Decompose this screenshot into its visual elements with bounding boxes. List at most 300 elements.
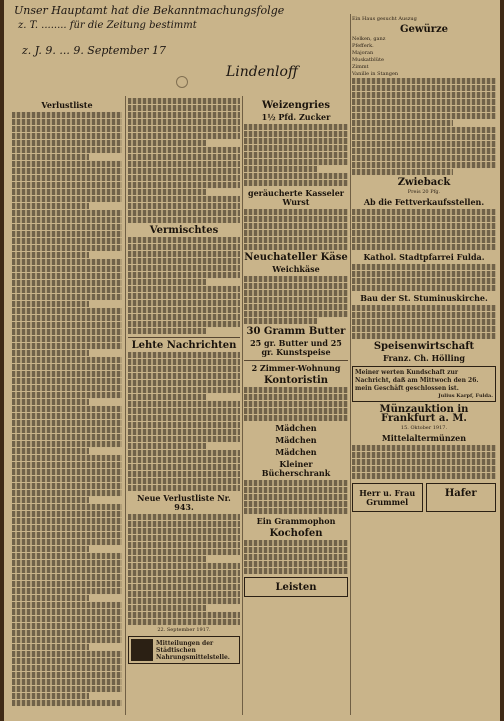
text-line — [12, 700, 122, 706]
column-rule — [350, 14, 351, 715]
text-line — [352, 271, 496, 277]
gewuerze-item-label: Vanille in Stangen — [352, 71, 399, 77]
text-line — [12, 189, 122, 195]
text-line — [244, 138, 348, 144]
text-line — [128, 521, 240, 527]
text-line — [244, 283, 348, 289]
text-line — [12, 392, 122, 398]
text-line — [244, 166, 317, 172]
text-line — [128, 401, 240, 407]
text-line — [128, 352, 240, 358]
text-block — [244, 124, 348, 186]
text-line — [12, 553, 122, 559]
verlustliste-title: Neue Verlustliste Nr. 943. — [137, 493, 231, 512]
text-line — [128, 598, 240, 604]
text-line — [352, 92, 496, 98]
text-line — [12, 266, 122, 272]
text-line — [12, 581, 122, 587]
text-block — [244, 480, 348, 514]
text-line — [128, 321, 240, 327]
gewuerze-item-label: Majoran — [352, 50, 374, 56]
text-line — [12, 490, 122, 496]
text-line — [244, 501, 348, 507]
muenzauktion-date: 15. Oktober 1917. — [400, 425, 448, 431]
text-line — [128, 147, 240, 153]
text-line — [128, 140, 206, 146]
text-line — [12, 672, 122, 678]
text-line — [352, 264, 496, 270]
text-line — [244, 131, 348, 137]
text-line — [244, 487, 348, 493]
text-line — [352, 285, 496, 291]
text-line — [128, 422, 240, 428]
text-line — [12, 462, 122, 468]
handwriting-line-1: Unser Hauptamt hat die Bekanntmachungsfolge — [14, 4, 285, 17]
gewuerze-item — [352, 71, 496, 78]
text-line — [12, 154, 89, 160]
text-line — [12, 210, 122, 216]
text-line — [244, 209, 348, 215]
text-line — [12, 133, 122, 139]
text-line — [12, 476, 122, 482]
text-line — [128, 464, 240, 470]
text-line — [12, 357, 122, 363]
text-block — [352, 78, 496, 175]
text-line — [128, 359, 240, 365]
ad-kontoristin: Kontoristin — [263, 375, 329, 386]
text-line — [352, 216, 496, 222]
text-line — [128, 182, 240, 188]
text-line — [128, 133, 240, 139]
text-block — [352, 445, 496, 479]
text-line — [128, 577, 240, 583]
ad-kochofen: Kochofen — [269, 528, 323, 539]
text-line — [244, 180, 348, 186]
text-line — [128, 112, 240, 118]
text-line — [12, 560, 122, 566]
text-line — [12, 231, 122, 237]
text-block — [128, 514, 240, 625]
text-line — [352, 85, 496, 91]
text-line — [128, 485, 240, 491]
ad-butter: 30 Gramm Butter — [246, 326, 346, 337]
text-line — [244, 230, 348, 236]
gewuerze-item — [352, 57, 496, 64]
text-line — [12, 224, 122, 230]
kirche-title-1: Kathol. Stadtpfarrei Fulda. — [363, 252, 485, 262]
text-line — [128, 168, 240, 174]
text-line — [244, 480, 348, 486]
text-line — [12, 567, 122, 573]
muenzauktion-sub: Mittelaltermünzen — [381, 433, 467, 443]
text-line — [352, 237, 496, 243]
text-line — [128, 563, 240, 569]
text-line — [352, 452, 496, 458]
text-line — [128, 237, 240, 243]
fettverkauf-title: Ab die Fettverkaufsstellen. — [363, 197, 485, 207]
text-line — [12, 140, 122, 146]
gewuerze-item — [352, 36, 496, 43]
handwriting-line-3: z. J. 9. ... 9. September 17 — [22, 44, 167, 57]
text-line — [244, 237, 348, 243]
text-line — [12, 350, 89, 356]
text-line — [244, 394, 348, 400]
text-line — [128, 429, 240, 435]
gewuerze-title: Gewürze — [399, 24, 449, 35]
text-line — [244, 244, 348, 250]
text-line — [12, 483, 122, 489]
text-line — [352, 319, 496, 325]
text-line — [128, 471, 240, 477]
text-line — [12, 420, 122, 426]
text-line — [128, 366, 240, 372]
ad-kundschaft-box — [352, 366, 496, 402]
text-line — [12, 371, 122, 377]
section-heading: Verlustliste — [41, 100, 93, 110]
ad-leisten-box — [244, 577, 348, 597]
column-c — [244, 98, 348, 717]
text-line — [128, 457, 240, 463]
newspaper-page — [4, 0, 500, 721]
text-line — [244, 159, 348, 165]
ad-grummel-box — [352, 483, 423, 512]
text-line — [12, 245, 122, 251]
text-block — [352, 209, 496, 250]
text-line — [128, 387, 240, 393]
gewuerze-item — [352, 43, 496, 50]
text-line — [244, 173, 348, 179]
handwriting-line-2: z. T. ........ für die Zeitung bestimmt — [18, 20, 197, 31]
text-line — [12, 399, 89, 405]
column-rule — [125, 96, 126, 715]
text-line — [128, 161, 240, 167]
text-line — [244, 145, 348, 151]
text-line — [12, 434, 122, 440]
ad-maedchen-1: Mädchen — [275, 423, 317, 433]
text-line — [12, 602, 122, 608]
text-line — [352, 312, 496, 318]
text-line — [128, 549, 240, 555]
text-line — [244, 276, 348, 282]
text-line — [128, 244, 240, 250]
text-line — [128, 535, 240, 541]
gewuerze-item — [352, 50, 496, 57]
ad-kasseler: geräucherte Kasseler Wurst — [247, 188, 345, 207]
text-line — [12, 441, 122, 447]
text-line — [12, 427, 122, 433]
text-line — [12, 511, 122, 517]
text-line — [12, 455, 122, 461]
text-line — [128, 591, 240, 597]
text-line — [12, 301, 89, 307]
text-line — [12, 252, 89, 258]
text-line — [128, 307, 240, 313]
text-line — [128, 105, 240, 111]
text-line — [128, 154, 240, 160]
text-line — [12, 595, 89, 601]
text-line — [352, 113, 496, 119]
text-line — [128, 528, 240, 534]
text-line — [352, 326, 496, 332]
text-line — [12, 119, 122, 125]
text-line — [244, 387, 348, 393]
text-line — [244, 561, 348, 567]
ad-maedchen-3: Mädchen — [275, 447, 317, 457]
text-line — [128, 251, 240, 257]
notice-box-title: Mitteilungen der Städtischen Nahrungsmittelstelle. — [156, 639, 230, 661]
ad-hafer-box — [426, 483, 497, 512]
text-line — [244, 494, 348, 500]
text-line — [128, 612, 240, 618]
text-line — [128, 394, 206, 400]
text-line — [352, 445, 496, 451]
text-line — [244, 290, 348, 296]
text-line — [12, 175, 122, 181]
text-line — [12, 448, 89, 454]
text-line — [12, 168, 122, 174]
ad-kundschaft-signature: Julius Karpf, Fulda. — [438, 393, 493, 399]
text-line — [244, 297, 348, 303]
text-line — [244, 223, 348, 229]
text-line — [352, 230, 496, 236]
text-line — [128, 556, 206, 562]
ad-leisten: Leisten — [275, 582, 317, 593]
ad-butter-sub: 25 gr. Butter und 25 gr. Kunstspeise — [250, 338, 342, 357]
text-line — [244, 318, 317, 324]
text-line — [128, 619, 240, 625]
text-line — [128, 286, 240, 292]
text-line — [12, 336, 122, 342]
text-line — [128, 98, 240, 104]
text-line — [244, 540, 348, 546]
text-line — [12, 385, 122, 391]
text-line — [352, 134, 496, 140]
text-line — [12, 658, 122, 664]
gewuerze-item — [352, 64, 496, 71]
text-line — [12, 147, 122, 153]
text-line — [12, 539, 122, 545]
text-line — [12, 651, 122, 657]
text-line — [128, 279, 206, 285]
text-line — [128, 443, 206, 449]
notice-box — [128, 636, 240, 664]
text-line — [12, 518, 122, 524]
text-line — [12, 287, 122, 293]
divider — [244, 360, 348, 361]
text-line — [352, 120, 453, 126]
text-line — [352, 99, 496, 105]
ad-grummel: Herr u. Frau Grummel — [359, 488, 416, 507]
text-line — [12, 217, 122, 223]
text-line — [128, 210, 240, 216]
text-line — [12, 686, 122, 692]
text-block — [352, 305, 496, 339]
column-a — [12, 98, 122, 717]
text-line — [12, 679, 122, 685]
ad-wohnung: 2 Zimmer-Wohnung — [251, 363, 341, 373]
text-line — [12, 588, 122, 594]
text-line — [12, 203, 89, 209]
text-block — [244, 540, 348, 574]
zwieback-price: Preis 20 Pfg. — [407, 189, 441, 195]
ad-buecherschrank: Kleiner Bücherschrank — [261, 459, 331, 478]
text-line — [128, 203, 240, 209]
text-line — [128, 196, 240, 202]
text-line — [128, 478, 240, 484]
top-note: Ein Haus gesucht Auszug — [352, 16, 417, 22]
gewuerze-item-label: Zimmt — [352, 64, 369, 70]
text-line — [128, 272, 240, 278]
text-line — [128, 450, 240, 456]
text-line — [352, 305, 496, 311]
date-line: 22. September 1917. — [157, 627, 211, 633]
text-line — [12, 329, 122, 335]
column-d — [352, 16, 496, 717]
section-heading-nachrichten: Lehte Nachrichten — [131, 340, 237, 351]
text-line — [12, 280, 122, 286]
text-block — [244, 276, 348, 324]
ad-zucker: 1½ Pfd. Zucker — [261, 112, 331, 122]
text-line — [244, 554, 348, 560]
text-line — [12, 413, 122, 419]
ad-maedchen-2: Mädchen — [275, 435, 317, 445]
text-block — [128, 98, 240, 223]
text-line — [12, 182, 122, 188]
text-line — [12, 665, 122, 671]
gewuerze-item-label: Muskatblüte — [352, 57, 384, 63]
text-line — [128, 408, 240, 414]
ad-weizengries: Weizengries — [262, 100, 330, 111]
text-line — [12, 294, 122, 300]
gewuerze-item-label: Nelken, ganz — [352, 36, 386, 42]
text-line — [244, 547, 348, 553]
text-line — [352, 155, 496, 161]
text-block — [244, 387, 348, 421]
text-line — [128, 436, 240, 442]
ad-kaese: Neuchateller Käse — [244, 252, 348, 263]
text-line — [12, 315, 122, 321]
text-line — [128, 514, 240, 520]
text-line — [128, 300, 240, 306]
text-line — [12, 112, 122, 118]
section-heading-vermischtes: Vermischtes — [149, 225, 219, 236]
text-line — [12, 196, 122, 202]
text-line — [12, 238, 122, 244]
text-line — [128, 328, 206, 334]
ad-speisewirtschaft: Speisenwirtschaft — [373, 341, 475, 352]
text-line — [12, 574, 122, 580]
text-line — [128, 570, 240, 576]
text-line — [12, 126, 122, 132]
gewuerze-list — [352, 36, 496, 78]
ink-stamp-mark — [176, 76, 188, 88]
text-line — [352, 333, 496, 339]
city-crest-icon — [131, 639, 153, 661]
text-line — [128, 258, 240, 264]
text-line — [352, 459, 496, 465]
text-line — [12, 693, 89, 699]
text-line — [128, 542, 240, 548]
divider — [128, 337, 240, 338]
text-line — [352, 466, 496, 472]
ad-hafer: Hafer — [444, 488, 477, 499]
text-line — [128, 126, 240, 132]
text-line — [12, 406, 122, 412]
text-line — [128, 265, 240, 271]
text-line — [12, 504, 122, 510]
text-line — [128, 584, 240, 590]
text-line — [12, 308, 122, 314]
text-line — [12, 623, 122, 629]
text-line — [12, 644, 89, 650]
text-line — [12, 525, 122, 531]
text-line — [12, 616, 122, 622]
text-line — [352, 169, 453, 175]
handwritten-signature: Lindenloff — [226, 64, 298, 80]
text-line — [12, 343, 122, 349]
text-line — [352, 473, 496, 479]
text-line — [244, 311, 348, 317]
text-line — [128, 217, 240, 223]
text-line — [244, 415, 348, 421]
text-line — [128, 415, 240, 421]
text-line — [352, 106, 496, 112]
text-line — [244, 152, 348, 158]
text-line — [352, 162, 496, 168]
text-line — [244, 408, 348, 414]
ad-kundschaft-text: Meiner werten Kundschaft zur Nachricht, daß am Mittwoch den 26. mein Geschäft geschlossen ist. — [355, 369, 479, 392]
text-block — [128, 352, 240, 491]
text-line — [244, 508, 348, 514]
text-line — [12, 259, 122, 265]
kirche-title-2: Bau der St. Stuminuskirche. — [360, 293, 488, 303]
text-line — [128, 175, 240, 181]
text-line — [12, 322, 122, 328]
text-line — [12, 546, 89, 552]
column-rule — [242, 96, 243, 715]
text-line — [12, 497, 89, 503]
text-line — [244, 216, 348, 222]
text-line — [12, 532, 122, 538]
text-line — [244, 568, 348, 574]
text-line — [128, 373, 240, 379]
column-b — [128, 98, 240, 717]
ad-weichkaese: Weichkäse — [272, 264, 320, 274]
zwieback-title: Zwieback — [397, 177, 451, 188]
text-line — [352, 148, 496, 154]
text-line — [12, 364, 122, 370]
text-line — [12, 609, 122, 615]
text-block — [12, 112, 122, 706]
text-line — [12, 378, 122, 384]
text-line — [128, 293, 240, 299]
ad-grammophon: Ein Grammophon — [256, 516, 336, 526]
text-line — [352, 127, 496, 133]
text-line — [352, 244, 496, 250]
text-line — [128, 189, 206, 195]
text-line — [128, 119, 240, 125]
text-line — [244, 304, 348, 310]
text-line — [128, 314, 240, 320]
text-line — [12, 273, 122, 279]
text-line — [244, 124, 348, 130]
text-line — [244, 401, 348, 407]
text-line — [352, 141, 496, 147]
gewuerze-item-label: Pfefferk. — [352, 43, 374, 49]
text-line — [128, 605, 206, 611]
text-line — [12, 161, 122, 167]
ad-hoelling: Franz. Ch. Hölling — [382, 353, 466, 363]
